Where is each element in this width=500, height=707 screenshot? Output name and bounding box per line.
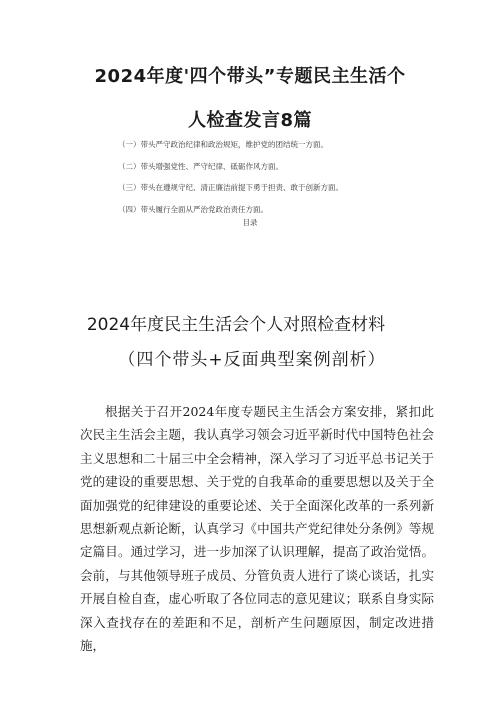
toc-item-3[interactable]: （三）带头在遵规守纪、清正廉洁前提下勇于担责、敢于创新方面。 [118, 183, 343, 192]
section-subtitle: （四个带头+反面典型案例剖析） [118, 350, 386, 370]
table-of-contents [118, 134, 438, 220]
section-title: 2024年度民主生活会个人对照检查材料 [86, 315, 386, 335]
toc-item-1[interactable]: （一）带头严守政治纪律和政治规矩，维护党的团结统一方面。 [118, 140, 328, 149]
toc-item-2[interactable]: （二）带头增强党性、严守纪律、砥砺作风方面。 [118, 161, 283, 171]
body-paragraph: 根据关于召开2024年度专题民主生活会方案安排，紧扣此次民主生活会主题，我认真学习领会习近平新时代中国特色社会主义思想和二十届三中全会精神，深入学习了习近平总书记关于党的建设的重要思想、关于党的自我革命的重要思想以及关于全面加强党的纪律建设的重要论述、关于全面深化改革的一系列新思想新观点新论断，认真学习《中国共产党纪律处分条例》等规定篇目。通过学习，进一步加深了认识理解，提高了政治觉悟。会前，与其他领导班子成员、分管负责人进行了谈心谈话，扎实开展自检自查，虚心听取了各位同志的意见建议；联系自身实际深入查找存在的差距和不足，剖析产生问题原因，制定改进措施， [80, 404, 434, 654]
toc-label: 目录 [242, 218, 258, 227]
document-title-line-2: 人检查发言8篇 [187, 110, 313, 131]
toc-item-4[interactable]: （四）带头履行全面从严治党政治责任方面。 [118, 204, 268, 214]
document-title-line-1: 2024年度'四个带头”专题民主生活个 [94, 66, 406, 87]
